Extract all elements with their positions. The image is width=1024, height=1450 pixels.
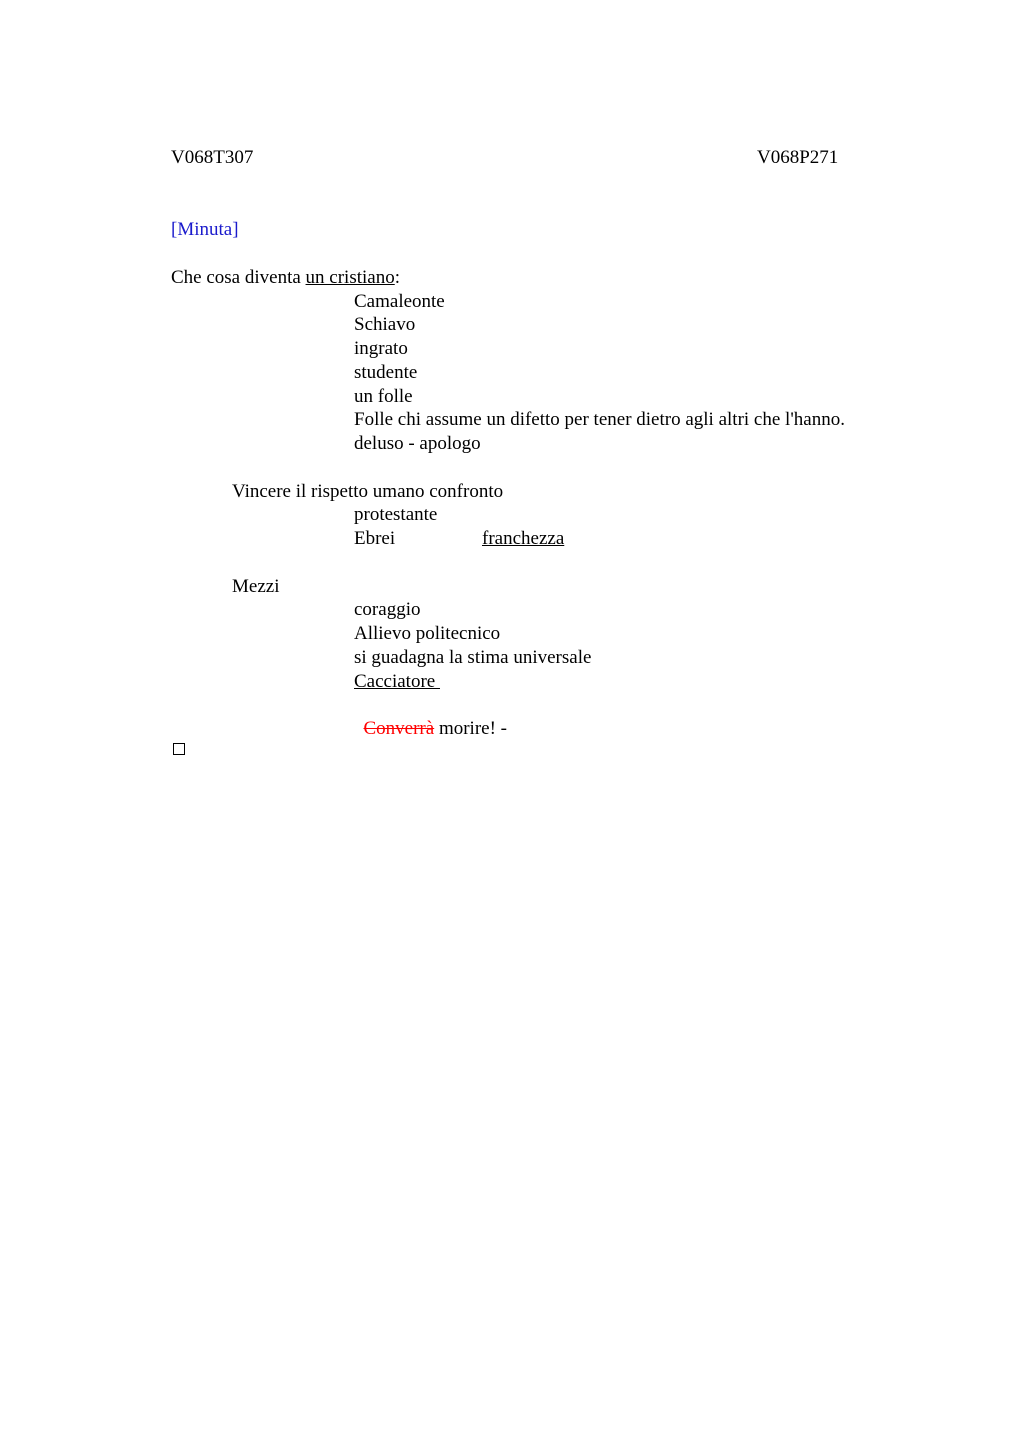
list-item: studente [354,362,418,383]
franchezza-underlined: franchezza [482,528,565,549]
list-item: un folle [354,386,413,407]
list-item: si guadagna la stima universale [354,647,592,668]
document-code-left: V068T307 [171,147,254,168]
intro-line [171,266,400,290]
square-outline-icon [173,743,185,755]
list-item: coraggio [354,599,421,620]
struck-word: Converrà [363,718,435,739]
intro-suffix: : [394,267,401,288]
minuta-note: [Minuta] [171,219,239,240]
list-item: Ebrei [354,528,396,549]
cacciatore-underlined: Cacciatore [354,671,440,692]
list-item: Folle chi assume un difetto per tener dietro agli altri che l'hanno. [354,409,845,430]
intro-underlined: un cristiano [305,267,395,288]
final-rest: morire! - [434,718,508,739]
final-line [354,693,507,741]
list-item: Camaleonte [354,291,445,312]
list-item: Allievo politecnico [354,623,501,644]
section-heading-rispetto: Vincere il rispetto umano confronto [232,481,504,502]
list-item: protestante [354,504,438,525]
section-heading-mezzi: Mezzi [232,576,280,597]
page-code-right: V068P271 [757,147,839,168]
list-item: Schiavo [354,314,416,335]
list-item: deluso - apologo [354,433,481,454]
list-item: ingrato [354,338,408,359]
intro-prefix: Che cosa diventa [171,267,306,288]
